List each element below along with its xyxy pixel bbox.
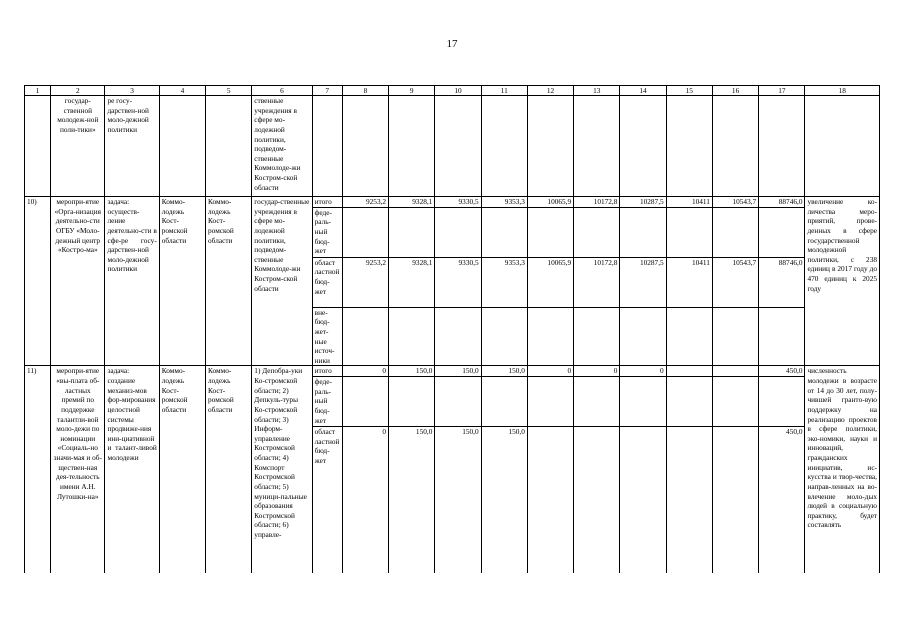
executor-cell: ственные учреждения в сфере мо-лодежной политики, подведом-ственные Коммолоде-жи Костром-ской области <box>252 96 312 197</box>
year-value-cell: 10172,8 <box>574 197 620 208</box>
year-value-cell <box>712 427 758 573</box>
header-cell: 18 <box>805 86 880 96</box>
task-cell: задача: осуществ-ление деятельно-сти в сфе-ре госу-дарствен-ной моло-дежной политики <box>105 197 159 366</box>
year-value-cell: 150,0 <box>389 427 435 573</box>
total-value-cell: 450,0 <box>759 427 805 573</box>
header-cell: 4 <box>159 86 205 96</box>
cell <box>527 96 573 197</box>
year-value-cell <box>620 427 666 573</box>
header-cell: 1 <box>25 86 51 96</box>
year-value-cell <box>389 207 435 257</box>
year-value-cell <box>666 307 712 366</box>
cell <box>206 96 252 197</box>
cell <box>481 96 527 197</box>
year-value-cell <box>712 307 758 366</box>
funding-source-cell: итого <box>312 366 342 377</box>
year-value-cell <box>342 207 388 257</box>
year-value-cell <box>389 377 435 427</box>
year-value-cell <box>481 207 527 257</box>
funding-source-cell: вне-бюд-жет-ные источ-ники <box>312 307 342 366</box>
page-number: 17 <box>446 38 458 50</box>
year-value-cell: 150,0 <box>435 427 481 573</box>
year-value-cell <box>389 307 435 366</box>
task-cell: задача: создание механиз-мов фор-мирования целостной системы продвиже-ния ини-циативной и талант-ливой молодежи <box>105 366 159 573</box>
header-cell: 17 <box>759 86 805 96</box>
cell <box>342 96 388 197</box>
total-value-cell <box>759 207 805 257</box>
year-value-cell <box>574 427 620 573</box>
year-value-cell: 10543,7 <box>712 257 758 307</box>
year-value-cell <box>666 366 712 377</box>
total-value-cell: 88746,0 <box>759 197 805 208</box>
header-cell: 9 <box>389 86 435 96</box>
responsible-cell: Коммо-лодежь Кост-ромской области <box>159 366 205 573</box>
header-cell: 13 <box>574 86 620 96</box>
year-value-cell <box>620 307 666 366</box>
year-value-cell: 150,0 <box>389 366 435 377</box>
event-name-cell: государ-ственной молодеж-ной поли-тики» <box>51 96 105 197</box>
year-value-cell: 9353,3 <box>481 197 527 208</box>
year-value-cell <box>342 377 388 427</box>
year-value-cell: 10172,8 <box>574 257 620 307</box>
year-value-cell <box>620 377 666 427</box>
header-cell: 14 <box>620 86 666 96</box>
source-row <box>25 366 880 377</box>
year-value-cell: 0 <box>527 366 573 377</box>
year-value-cell: 9330,5 <box>435 257 481 307</box>
cell <box>805 96 880 197</box>
header-cell: 11 <box>481 86 527 96</box>
year-value-cell <box>527 307 573 366</box>
cell <box>389 96 435 197</box>
header-cell: 15 <box>666 86 712 96</box>
year-value-cell: 9330,5 <box>435 197 481 208</box>
year-value-cell <box>574 377 620 427</box>
header-cell: 3 <box>105 86 159 96</box>
year-value-cell <box>712 377 758 427</box>
cell <box>159 96 205 197</box>
year-value-cell: 10287,5 <box>620 257 666 307</box>
year-value-cell: 10065,9 <box>527 197 573 208</box>
year-value-cell <box>527 427 573 573</box>
header-cell: 5 <box>206 86 252 96</box>
year-value-cell <box>435 207 481 257</box>
cell <box>759 96 805 197</box>
funding-source-cell: област ластной бюд-жет <box>312 257 342 307</box>
year-value-cell: 150,0 <box>435 366 481 377</box>
header-cell: 12 <box>527 86 573 96</box>
year-value-cell: 0 <box>574 366 620 377</box>
coexecutor-cell: Коммо-лодежь Кост-ромской области <box>206 197 252 366</box>
year-value-cell <box>527 377 573 427</box>
year-value-cell: 10543,7 <box>712 197 758 208</box>
year-value-cell: 0 <box>620 366 666 377</box>
total-value-cell <box>759 377 805 427</box>
cell <box>435 96 481 197</box>
year-value-cell <box>481 307 527 366</box>
year-value-cell: 150,0 <box>481 366 527 377</box>
header-cell: 16 <box>712 86 758 96</box>
header-row <box>25 86 880 96</box>
header-cell: 2 <box>51 86 105 96</box>
row-number-cell: 10) <box>25 197 51 366</box>
year-value-cell <box>574 207 620 257</box>
cell <box>25 96 51 197</box>
cell <box>312 96 342 197</box>
row-number-cell: 11) <box>25 366 51 573</box>
funding-source-cell: феде-раль-ный бюд-жет <box>312 377 342 427</box>
year-value-cell <box>712 207 758 257</box>
year-value-cell: 9253,2 <box>342 257 388 307</box>
year-value-cell <box>481 377 527 427</box>
funding-source-cell: итого <box>312 197 342 208</box>
year-value-cell: 10411 <box>666 257 712 307</box>
funding-source-cell: област ластной бюд-жет <box>312 427 342 573</box>
year-value-cell <box>666 377 712 427</box>
year-value-cell <box>712 366 758 377</box>
year-value-cell: 10065,9 <box>527 257 573 307</box>
funding-source-cell: феде-раль-ный бюд-жет <box>312 207 342 257</box>
expected-result-cell: увеличение ко-личества меро-приятий, прове-денных в сфере государственной молодежной политики, с 238 единиц в 2017 году до 470 единиц к 2025 году <box>805 197 880 366</box>
year-value-cell <box>666 207 712 257</box>
year-value-cell <box>574 307 620 366</box>
responsible-cell: Коммо-лодежь Кост-ромской области <box>159 197 205 366</box>
year-value-cell: 9328,1 <box>389 197 435 208</box>
header-cell: 7 <box>312 86 342 96</box>
coexecutor-cell: Коммо-лодежь Кост-ромской области <box>206 366 252 573</box>
year-value-cell: 9328,1 <box>389 257 435 307</box>
year-value-cell: 0 <box>342 427 388 573</box>
year-value-cell <box>620 207 666 257</box>
year-value-cell: 0 <box>342 366 388 377</box>
executor-cell: 1) Депобра-уки Ко-стромской области; 2) Депкуль-туры Ко-стромской области; 3) Информ-управление Костромской области; 4) Комспорт Костромской области; 5) муници-пальные образования Костромской области; 6) управле- <box>252 366 312 573</box>
cell <box>574 96 620 197</box>
continuation-row <box>25 96 880 197</box>
total-value-cell <box>759 307 805 366</box>
event-name-cell: меропри-ятие «Орга-низация деятельно-сти ОГБУ «Моло-дежный центр «Костро-ма» <box>51 197 105 366</box>
header-cell: 6 <box>252 86 312 96</box>
event-name-cell: меропри-ятие «вы-плата об-ластных премий по поддержке талантли-вой моло-дежи по номинации «Социаль-но значи-мая и об-ществен-ная дея-тельность имени А.Н. Лутошки-на» <box>51 366 105 573</box>
cell <box>620 96 666 197</box>
year-value-cell: 10411 <box>666 197 712 208</box>
year-value-cell: 9353,3 <box>481 257 527 307</box>
year-value-cell <box>435 377 481 427</box>
cell <box>712 96 758 197</box>
header-cell: 10 <box>435 86 481 96</box>
year-value-cell <box>666 427 712 573</box>
year-value-cell <box>527 207 573 257</box>
task-cell: ре госу-дарствен-ной моло-дежной политики <box>105 96 159 197</box>
total-value-cell: 88746,0 <box>759 257 805 307</box>
year-value-cell <box>342 307 388 366</box>
year-value-cell: 10287,5 <box>620 197 666 208</box>
year-value-cell: 9253,2 <box>342 197 388 208</box>
budget-table <box>24 85 880 573</box>
year-value-cell <box>435 307 481 366</box>
source-row <box>25 197 880 208</box>
header-cell: 8 <box>342 86 388 96</box>
total-value-cell: 450,0 <box>759 366 805 377</box>
executor-cell: государ-ственные учреждения в сфере мо-лодежной политики, подведом-ственные Коммолоде-жи Костром-ской области <box>252 197 312 366</box>
year-value-cell: 150,0 <box>481 427 527 573</box>
expected-result-cell: численность молодежи в возрасте от 14 до 30 лет, полу-чившей грантo-вую поддержку на реализацию проектов в сфере политики, эко-номики, науки и инноваций, гражданских инициатив, ис-кусства и твор-чества, направ-ленных на во-влечение моло-дых людей в социальную практику, будет составлять <box>805 366 880 573</box>
cell <box>666 96 712 197</box>
